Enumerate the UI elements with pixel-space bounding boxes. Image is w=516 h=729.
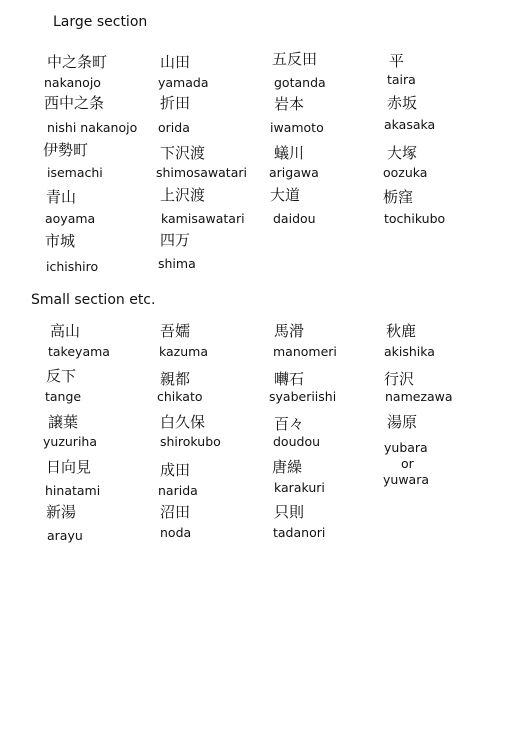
large-place-romaji: nakanojo: [44, 75, 101, 90]
large-place-kanji: 西中之条: [44, 94, 105, 112]
large-place-kanji: 山田: [160, 53, 191, 71]
small-place-romaji: manomeri: [273, 344, 337, 359]
small-place-romaji: kazuma: [159, 344, 208, 359]
large-place-kanji: 大塚: [387, 144, 418, 162]
large-place-kanji: 平: [389, 52, 405, 70]
small-place-romaji: shirokubo: [160, 434, 221, 449]
small-place-kanji: 行沢: [384, 370, 415, 388]
small-place-kanji: 吾嬬: [160, 322, 191, 340]
large-place-romaji: orida: [158, 120, 190, 135]
large-place-kanji: 栃窪: [383, 188, 414, 206]
large-place-romaji: kamisawatari: [161, 211, 245, 226]
small-place-kanji: 馬滑: [274, 322, 305, 340]
small-place-kanji: 反下: [46, 367, 77, 385]
small-place-connector: or: [401, 456, 414, 471]
large-place-romaji: aoyama: [45, 211, 96, 226]
large-place-kanji: 上沢渡: [160, 186, 206, 204]
large-place-kanji: 市城: [45, 232, 76, 250]
small-place-romaji: arayu: [47, 528, 83, 543]
small-place-romaji: doudou: [273, 434, 321, 449]
large-section-heading: Large section: [53, 14, 148, 30]
small-place-romaji: yuzuriha: [43, 434, 97, 449]
large-place-romaji: nishi nakanojo: [47, 120, 138, 135]
small-place-kanji: 親都: [160, 370, 191, 388]
large-place-kanji: 岩本: [274, 95, 305, 113]
large-place-kanji: 折田: [160, 94, 191, 112]
large-place-romaji: iwamoto: [270, 120, 324, 135]
small-place-romaji: karakuri: [274, 480, 325, 495]
small-place-romaji: tange: [45, 389, 82, 404]
large-place-romaji: taira: [387, 72, 416, 87]
small-section-heading: Small section etc.: [31, 292, 156, 308]
large-place-kanji: 蟻川: [274, 144, 305, 162]
small-place-romaji: narida: [158, 483, 198, 498]
large-place-kanji: 下沢渡: [160, 144, 206, 162]
small-place-kanji: 白久保: [160, 413, 206, 431]
large-place-kanji: 青山: [46, 188, 77, 206]
small-place-kanji: 只則: [274, 503, 305, 521]
small-place-romaji: chikato: [157, 389, 203, 404]
small-place-kanji: 譲葉: [48, 413, 79, 431]
small-place-kanji: 唐繰: [272, 458, 303, 476]
large-place-romaji: akasaka: [384, 117, 436, 132]
small-place-kanji: 秋鹿: [386, 322, 417, 340]
large-place-kanji: 中之条町: [47, 53, 108, 71]
small-place-romaji: takeyama: [48, 344, 110, 359]
small-place-romaji: syaberiishi: [269, 389, 337, 404]
small-place-romaji: tadanori: [273, 525, 326, 540]
large-place-romaji: shimosawatari: [156, 165, 247, 180]
small-place-romaji: akishika: [384, 344, 435, 359]
large-place-kanji: 赤坂: [387, 94, 418, 112]
large-place-kanji: 大道: [270, 186, 301, 204]
large-place-romaji: yamada: [158, 75, 209, 90]
small-place-romaji: namezawa: [385, 389, 453, 404]
large-place-romaji: ichishiro: [46, 259, 99, 274]
small-place-romaji: yubara: [384, 440, 428, 455]
small-place-romaji: noda: [160, 525, 192, 540]
small-place-kanji: 日向見: [46, 458, 92, 476]
small-place-kanji: 高山: [50, 322, 81, 340]
small-place-kanji: 湯原: [387, 413, 418, 431]
small-place-romaji-alt: yuwara: [383, 472, 430, 487]
large-place-kanji: 五反田: [272, 50, 318, 68]
large-place-romaji: tochikubo: [384, 211, 446, 226]
large-place-romaji: arigawa: [269, 165, 319, 180]
large-place-kanji: 四万: [160, 231, 191, 249]
large-place-romaji: daidou: [273, 211, 316, 226]
large-place-romaji: oozuka: [383, 165, 428, 180]
large-place-kanji: 伊勢町: [43, 141, 89, 159]
small-place-kanji: 沼田: [160, 503, 191, 521]
small-place-romaji: hinatami: [45, 483, 101, 498]
small-place-kanji: 成田: [160, 461, 191, 479]
small-place-kanji: 新湯: [46, 503, 77, 521]
large-place-romaji: gotanda: [274, 75, 326, 90]
small-place-kanji: 百々: [274, 415, 305, 433]
large-place-romaji: isemachi: [47, 165, 103, 180]
small-place-kanji: 囀石: [274, 370, 305, 388]
large-place-romaji: shima: [158, 256, 196, 271]
